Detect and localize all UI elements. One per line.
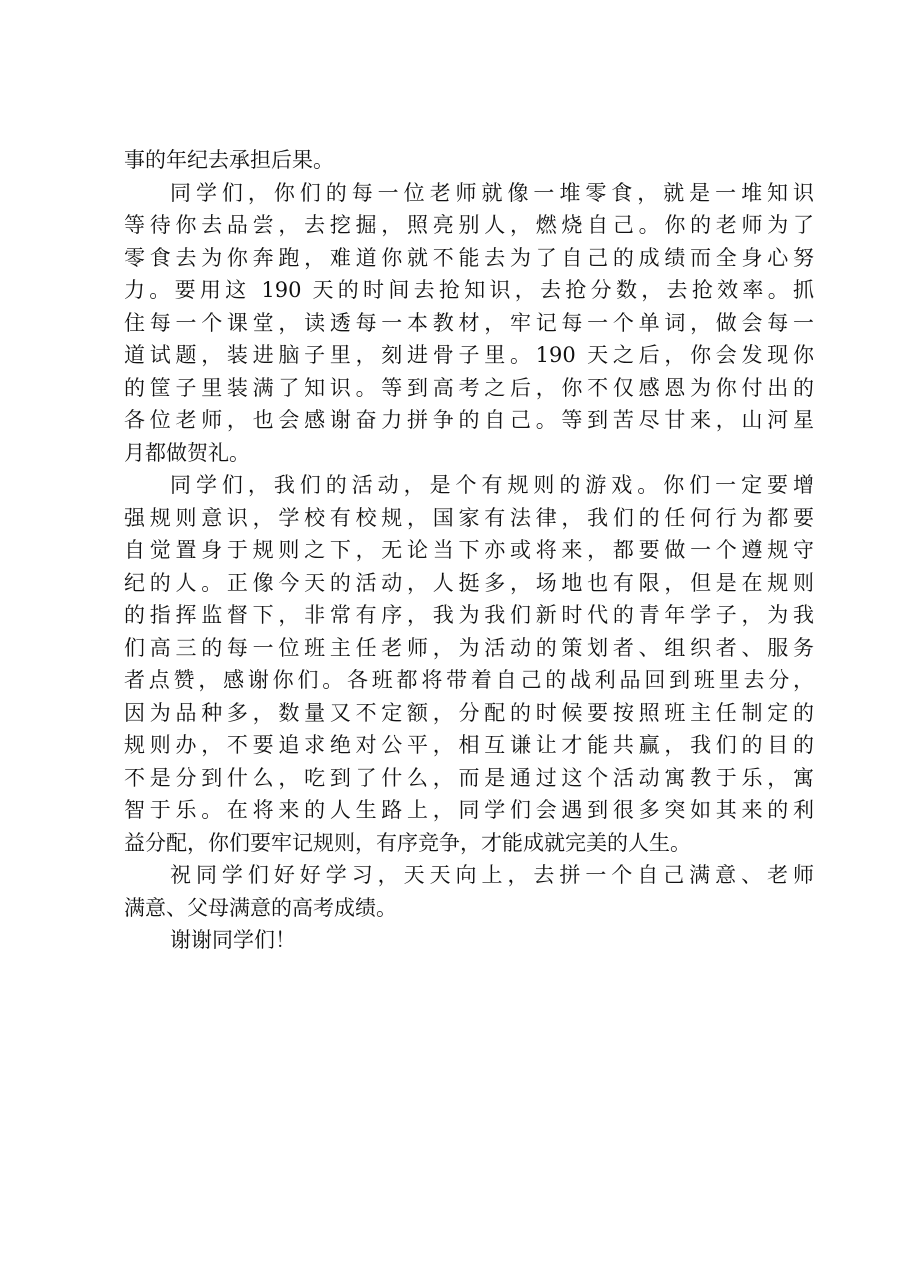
text-line: 谢谢同学们！ — [170, 928, 296, 952]
text-line: 满意、父母满意的高考成绩。 — [124, 895, 397, 920]
text-line: 道试题，装进脑子里，刻进骨子里。190 天之后，你会发现你 — [124, 343, 814, 367]
text-line: 们高三的每一位班主任老师，为活动的策划者、组织者、服务 — [124, 635, 814, 660]
text-line: 智于乐。在将来的人生路上，同学们会遇到很多突如其来的利 — [124, 798, 814, 822]
text-line: 强规则意识，学校有校规，国家有法律，我们的任何行为都要 — [124, 505, 814, 530]
text-line: 等待你去品尝，去挖掘，照亮别人，燃烧自己。你的老师为了 — [124, 213, 814, 237]
text-line: 规则办，不要追求绝对公平，相互谦让才能共赢，我们的目的 — [124, 733, 814, 757]
text-line: 同学们，你们的每一位老师就像一堆零食，就是一堆知识 — [170, 180, 814, 205]
text-line: 的指挥监督下，非常有序，我为我们新时代的青年学子，为我 — [124, 603, 814, 627]
text-line: 月都做贺礼。 — [124, 440, 250, 465]
text-line: 益分配，你们要牢记规则，有序竞争，才能成就完美的人生。 — [124, 830, 691, 855]
document-body — [124, 144, 814, 957]
text-line: 住每一个课堂，读透每一本教材，牢记每一个单词，做会每一 — [124, 310, 814, 335]
text-line: 事的年纪去承担后果。 — [124, 148, 334, 172]
text-line: 祝同学们好好学习，天天向上，去拼一个自己满意、老师 — [170, 863, 814, 887]
text-line: 力。要用这 190 天的时间去抢知识，去抢分数，去抢效率。抓 — [124, 278, 814, 302]
text-line: 同学们，我们的活动，是个有规则的游戏。你们一定要增 — [170, 473, 814, 497]
text-line: 者点赞，感谢你们。各班都将带着自己的战利品回到班里去分， — [124, 668, 814, 692]
text-line: 零食去为你奔跑，难道你就不能去为了自己的成绩而全身心努 — [124, 245, 814, 270]
text-line: 自觉置身于规则之下，无论当下亦或将来，都要做一个遵规守 — [124, 538, 814, 562]
text-line: 纪的人。正像今天的活动，人挺多，场地也有限，但是在规则 — [124, 570, 814, 595]
text-line: 各位老师，也会感谢奋力拼争的自己。等到苦尽甘来，山河星 — [124, 408, 814, 432]
text-line: 的筐子里装满了知识。等到高考之后，你不仅感恩为你付出的 — [124, 375, 814, 400]
text-line: 因为品种多，数量又不定额，分配的时候要按照班主任制定的 — [124, 700, 814, 725]
text-line: 不是分到什么，吃到了什么，而是通过这个活动寓教于乐，寓 — [124, 765, 814, 790]
